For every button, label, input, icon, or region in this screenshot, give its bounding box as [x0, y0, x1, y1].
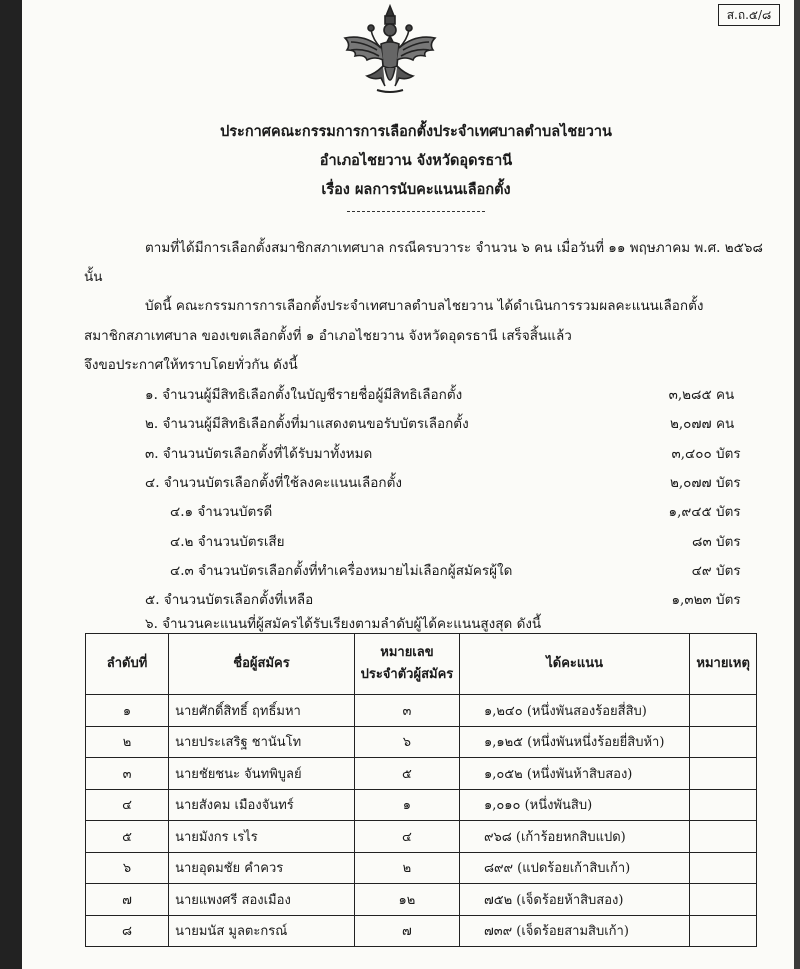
- cell-name: นายอุดมชัย คำควร: [169, 852, 355, 884]
- summary-item-value: ๑,๓๒๓ บัตร: [671, 592, 741, 608]
- cell-rank: ๑: [86, 695, 169, 727]
- cell-name: นายประเสริฐ ชานันโท: [169, 726, 355, 758]
- cell-number: ๓: [354, 695, 459, 727]
- summary-item-label: ๑. จำนวนผู้มีสิทธิเลือกตั้งในบัญชีรายชื่อผู้มีสิทธิเลือกตั้ง: [145, 387, 463, 403]
- table-header-row: [86, 634, 757, 695]
- cell-remark: [690, 695, 757, 727]
- cell-rank: ๗: [86, 884, 169, 916]
- cell-remark: [690, 852, 757, 884]
- table-row: [86, 726, 757, 758]
- title-divider: [347, 211, 485, 212]
- cell-number: ๖: [354, 726, 459, 758]
- summary-item-value: ๒,๐๗๗ คน: [669, 416, 735, 432]
- cell-rank: ๕: [86, 821, 169, 853]
- cell-remark: [690, 821, 757, 853]
- summary-item-label: ๖. จำนวนคะแนนที่ผู้สมัครได้รับเรียงตามลำดับผู้ได้คะแนนสูงสุด ดังนี้: [145, 616, 542, 632]
- table-row: [86, 852, 757, 884]
- page-edge-shadow: [794, 0, 800, 969]
- announcement-title: ประกาศคณะกรรมการการเลือกตั้งประจำเทศบาลตำบลไชยวาน: [220, 123, 612, 140]
- summary-item-value: ๓,๔๐๐ บัตร: [671, 446, 741, 462]
- cell-remark: [690, 915, 757, 947]
- cell-remark: [690, 758, 757, 790]
- table-row: [86, 758, 757, 790]
- announcement-location: อำเภอไชยวาน จังหวัดอุดรธานี: [319, 152, 513, 169]
- cell-votes: ๑,๒๔๐ (หนึ่งพันสองร้อยสี่สิบ): [459, 695, 689, 727]
- cell-name: นายสังคม เมืองจันทร์: [169, 789, 355, 821]
- cell-rank: ๓: [86, 758, 169, 790]
- cell-votes: ๑,๐๑๐ (หนึ่งพันสิบ): [459, 789, 689, 821]
- table-row: [86, 884, 757, 916]
- summary-item-label: ๔.๒ จำนวนบัตรเสีย: [170, 534, 285, 550]
- cell-rank: ๘: [86, 915, 169, 947]
- header-rank: ลำดับที่: [86, 634, 169, 695]
- cell-name: นายมังกร เรไร: [169, 821, 355, 853]
- intro-line: บัดนี้ คณะกรรมการการเลือกตั้งประจำเทศบาลตำบลไชยวาน ได้ดำเนินการรวมผลคะแนนเลือกตั้ง: [145, 298, 704, 314]
- cell-votes: ๘๙๙ (แปดร้อยเก้าสิบเก้า): [459, 852, 689, 884]
- intro-line: ตามที่ได้มีการเลือกตั้งสมาชิกสภาเทศบาล กรณีครบวาระ จำนวน ๖ คน เมื่อวันที่ ๑๑ พฤษภาคม พ.ศ. ๒๕๖๘: [145, 240, 763, 256]
- cell-number: ๑: [354, 789, 459, 821]
- cell-votes: ๑,๑๒๕ (หนึ่งพันหนึ่งร้อยยี่สิบห้า): [459, 726, 689, 758]
- cell-name: นายชัยชนะ จันทพิบูลย์: [169, 758, 355, 790]
- summary-item-label: ๓. จำนวนบัตรเลือกตั้งที่ได้รับมาทั้งหมด: [145, 446, 373, 462]
- summary-item-label: ๔.๓ จำนวนบัตรเลือกตั้งที่ทำเครื่องหมายไม่เลือกผู้สมัครผู้ใด: [170, 563, 513, 579]
- cell-number: ๕: [354, 758, 459, 790]
- summary-item-value: ๑,๙๔๕ บัตร: [668, 504, 741, 520]
- summary-item-value: ๘๓ บัตร: [692, 534, 741, 550]
- summary-item-value: ๒,๐๗๗ บัตร: [669, 475, 741, 491]
- header-votes: ได้คะแนน: [459, 634, 689, 695]
- summary-item-label: ๔. จำนวนบัตรเลือกตั้งที่ใช้ลงคะแนนเลือกตั้ง: [145, 475, 402, 491]
- cell-remark: [690, 884, 757, 916]
- cell-number: ๒: [354, 852, 459, 884]
- header-remark: หมายเหตุ: [690, 634, 757, 695]
- table-row: [86, 821, 757, 853]
- document-page: [22, 0, 794, 969]
- summary-item-label: ๕. จำนวนบัตรเลือกตั้งที่เหลือ: [145, 592, 314, 608]
- cell-number: ๗: [354, 915, 459, 947]
- summary-item-label: ๒. จำนวนผู้มีสิทธิเลือกตั้งที่มาแสดงตนขอรับบัตรเลือกตั้ง: [145, 416, 469, 432]
- garuda-emblem-icon: [337, 4, 443, 96]
- table-row: [86, 695, 757, 727]
- cell-name: นายมนัส มูลตะกรณ์: [169, 915, 355, 947]
- cell-votes: ๗๓๙ (เจ็ดร้อยสามสิบเก้า): [459, 915, 689, 947]
- summary-item-label: ๔.๑ จำนวนบัตรดี: [170, 504, 273, 520]
- form-code-badge: ส.ถ.๕/๘: [718, 4, 780, 26]
- header-number: หมายเลข ประจำตัวผู้สมัคร: [354, 634, 459, 695]
- intro-line: สมาชิกสภาเทศบาล ของเขตเลือกตั้งที่ ๑ อำเภอไชยวาน จังหวัดอุดรธานี เสร็จสิ้นแล้ว: [84, 328, 572, 344]
- cell-number: ๑๒: [354, 884, 459, 916]
- intro-line: นั้น: [84, 269, 103, 285]
- intro-line: จึงขอประกาศให้ทราบโดยทั่วกัน ดังนี้: [84, 357, 298, 373]
- cell-votes: ๑,๐๕๒ (หนึ่งพันห้าสิบสอง): [459, 758, 689, 790]
- cell-rank: ๖: [86, 852, 169, 884]
- announcement-subject: เรื่อง ผลการนับคะแนนเลือกตั้ง: [321, 181, 511, 198]
- table-row: [86, 915, 757, 947]
- table-row: [86, 789, 757, 821]
- cell-number: ๔: [354, 821, 459, 853]
- summary-item-value: ๔๙ บัตร: [691, 563, 741, 579]
- results-table: [85, 633, 757, 947]
- summary-item-value: ๓,๒๘๕ คน: [668, 387, 735, 403]
- cell-remark: [690, 789, 757, 821]
- cell-rank: ๔: [86, 789, 169, 821]
- cell-votes: ๙๖๘ (เก้าร้อยหกสิบแปด): [459, 821, 689, 853]
- cell-rank: ๒: [86, 726, 169, 758]
- cell-name: นายศักดิ์สิทธิ์ ฤทธิ์มหา: [169, 695, 355, 727]
- cell-name: นายแพงศรี สองเมือง: [169, 884, 355, 916]
- header-name: ชื่อผู้สมัคร: [169, 634, 355, 695]
- cell-votes: ๗๕๒ (เจ็ดร้อยห้าสิบสอง): [459, 884, 689, 916]
- cell-remark: [690, 726, 757, 758]
